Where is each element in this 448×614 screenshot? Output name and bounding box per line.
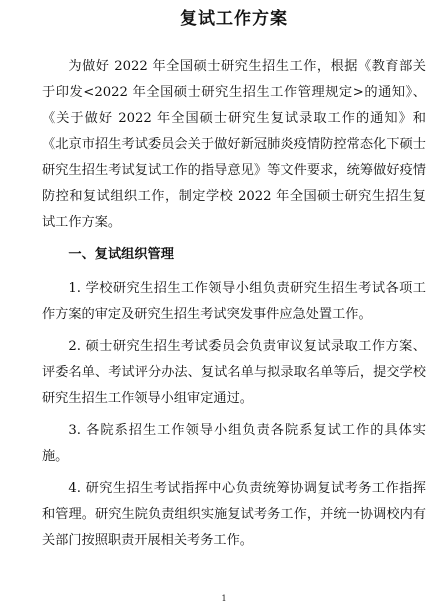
list-item: 1. 学校研究生招生工作领导小组负责研究生招生考试各项工作方案的审定及研究生招生考试突发事件应急处置工作。 <box>42 281 426 322</box>
list-item: 4. 研究生招生考试指挥中心负责统筹协调复试考务工作指挥和管理。研究生院负责组织实施复试考务工作，并统一协调校内有关部门按照职责开展相关考务工作。 <box>42 481 426 548</box>
document-title: 复试工作方案 <box>180 9 288 29</box>
list-item: 3. 各院系招生工作领导小组负责各院系复试工作的具体实施。 <box>42 423 426 464</box>
list-item: 2. 硕士研究生招生考试委员会负责审议复试录取工作方案、评委名单、考试评分办法、复试名单与拟录取名单等后，提交学校研究生招生工作领导小组审定通过。 <box>42 339 426 406</box>
page-number: 1 <box>221 594 227 603</box>
section-heading-organization: 一、复试组织管理 <box>68 247 174 262</box>
intro-paragraph: 为做好 2022 年全国硕士研究生招生工作，根据《教育部关于印发<2022 年全国硕士研究生招生工作管理规定>的通知》、《关于做好 2022 年全国硕士研究生复试录取工作的通知》和《北京市招生考试委员会关于做好新冠肺炎疫情防控常态化下硕士研究生招生考试复试工作的指导意见》等文件要求，统筹做好疫情防控和复试组织工作，制定学校 2022 年全国硕士研究生招生复试工作方案。 <box>42 59 426 230</box>
